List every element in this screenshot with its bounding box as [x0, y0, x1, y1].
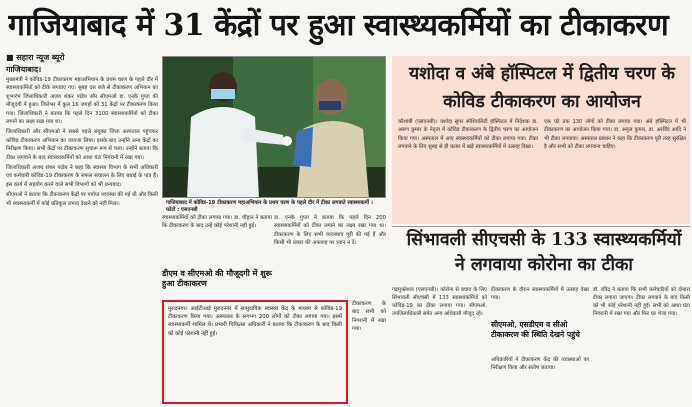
- lead-paragraph: सीएमओ ने बताया कि टीकाकरण केंद्रों पर पर्याप्त व्यवस्था की गई थी और किसी भी स्वास्थ्यकर्मी में कोई प्रतिकूल प्रभाव देखने को नहीं मिला।: [6, 192, 158, 207]
- lead-paragraph: जिलाधिकारी अजय शंकर पांडेय ने कहा कि स्वास्थ्य विभाग के सभी अधिकारी एवं कर्मचारी कोविड-19 टीकाकरण के सफल संचालन के लिए बधाई के पात्र हैं। इस कार्य में सहयोग करने वाले सभी विभागों को भी धन्यवाद।: [6, 165, 158, 188]
- center-column-b: डा. एनके गुप्ता ने बताया कि पहले दिन 200 स्वास्थ्यकर्मियों को टीका लगाने का लक्ष्य रखा गया था। टीकाकरण के लिए सभी व्यवस्थाएं पूरी की गई हैं और किसी भी प्रकार की अफवाह पर ध्यान न दें।: [274, 215, 386, 247]
- vaccination-scene-illustration: [163, 57, 386, 198]
- sibhawali-column-a: गढ़मुक्तेश्वर (एसएनबी)। कोरोना से बचाव के लिए सिंभावली सीएचसी में 133 स्वास्थ्यकर्मियों को कोविड-19 का टीका लगाया गया। सीएमओ, उपजिलाधिकारी समेत अन्य अधिकारी मौजूद रहे।: [392, 287, 487, 318]
- sibhawali-headline: सिंभावली सीएचसी के 133 स्वास्थ्यकर्मियों ने लगवाया कोरोना का टीका: [406, 230, 682, 275]
- hospital-column-b: एक घंटे तक 130 लोगों को टीका लगाया गया। अंबे हॉस्पिटल में भी टीकाकरण का आयोजन किया गया। डा. अनुज कुमार, डा. अरविंद आदि ने भी टीका लगवाया। अस्पताल प्रबंधन ने कहा कि टीकाकरण पूरी तरह सुरक्षित है और सभी को टीका लगवाना चाहिए।: [544, 119, 686, 150]
- center-column-a: स्वास्थ्यकर्मियों को टीका लगाया गया। डा. चौहान ने बताया कि टीकाकरण के बाद उन्हें कोई परेशानी नहीं हुई।: [162, 215, 272, 230]
- lead-article-column: [6, 76, 158, 405]
- photo-caption: गाजियाबाद में कोविड-19 टीकाकरण महाअभियान के प्रथम चरण के पहले दौर में टीका लगवाते स्वास्थ्यकर्मी । फोटो : एसएनबी: [166, 200, 373, 213]
- hospital-headline: यशोदा व अंबे हॉस्पिटल में द्वितीय चरण के कोविड टीकाकरण का आयोजन: [408, 64, 676, 112]
- vaccination-photo: [162, 56, 386, 198]
- boxed-article: मुरादनगर। आईटीआई मुरादनगर में सामुदायिक स्वास्थ्य केंद्र के माध्यम से कोविड-19 टीकाकरण किया गया। अस्पताल के लगभग 200 लोगों को टीका लगाया गया। इसमें स्वास्थ्यकर्मी शामिल थे। प्रभारी चिकित्सा अधिकारी ने बताया कि टीकाकरण के बाद किसी को कोई परेशानी नहीं हुई।: [162, 300, 348, 404]
- sibhawali-column-c: अधिकारियों ने टीकाकरण केंद्र की व्यवस्थाओं का निरीक्षण किया और संतोष जताया।: [491, 357, 589, 372]
- lead-paragraph: जिलाधिकारी और सीएमओ ने सबसे पहले संयुक्त जिला अस्पताल पहुंचकर कोविड टीकाकरण अभियान का जायजा लिया। इसके बाद उन्होंने अन्य केंद्रों का निरीक्षण किया। सभी केंद्रों पर टीकाकरण सुचारू रूप से चला। उन्होंने बताया कि टीका लगवाने के बाद स्वास्थ्यकर्मियों को आधा घंटा निगरानी में रखा गया।: [6, 129, 158, 161]
- right-small-column: टीकाकरण के बाद सभी को निगरानी में रखा गया।: [352, 301, 386, 333]
- dateline: गाजियाबाद।: [6, 65, 42, 74]
- lead-paragraph: मुख्यमंत्री ने कोविड-19 टीकाकरण महाअभियान के प्रथम चरण के पहले दौर में स्वास्थ्यकर्मियों को टीके लगवाए गए। सुबह दस बजे से टीकाकरण अभियान का शुभारंभ जिलाधिकारी अजय शंकर पांडेय और सीएमओ डा. एनके गुप्ता की मौजूदगी में हुआ। जिलेभर में कुल 16 जगहों को 31 केंद्रों पर टीकाकरण किया गया। जिलाधिकारी ने बताया कि पहले दिन 3100 स्वास्थ्यकर्मियों को टीका लगाने का लक्ष्य रखा गया था।: [6, 77, 158, 126]
- byline: ■ सहारा न्यूज ब्यूरो: [6, 53, 65, 62]
- sibhawali-column-b: टीकाकरण के दौरान स्वास्थ्यकर्मियों में उत्साह देखा गया।: [491, 287, 589, 302]
- page-headline: गाजियाबाद में 31 केंद्रों पर हुआ स्वास्थ्यकर्मियों का टीकाकरण: [8, 8, 669, 43]
- sibhawali-column-d: डॉ. रविंद्र ने बताया कि सभी कर्मचारियों को दोबारा टीका लगाया जाएगा। टीका लगवाने के बाद किसी को भी कोई परेशानी नहीं हुई। सभी को आधा घंटा निगरानी में रखा गया और फिर घर भेजा गया।: [593, 287, 690, 318]
- hospital-column-a: कौशांबी (एसएनबी)। यशोदा सुपर स्पेशियलिटी हॉस्पिटल में निदेशक डा. अरुण कुमार के नेतृत्व में कोविड टीकाकरण के द्वितीय चरण का आयोजन किया गया। अस्पताल में आए स्वास्थ्यकर्मियों को टीका लगाया गया। टीका लगवाने के लिए सुबह से ही कतार में खड़े स्वास्थ्यकर्मियों में उत्साह दिखा।: [398, 119, 538, 150]
- section-divider: [392, 226, 690, 227]
- side-subhead: डीएम व सीएमओ की मौजूदगी में शुरू हुआ टीकाकरण: [162, 268, 272, 288]
- sibhawali-subhead: सीएमओ, एसडीएम व सीओ टीकाकरण की स्थिति देखने पहुंचे: [491, 320, 580, 339]
